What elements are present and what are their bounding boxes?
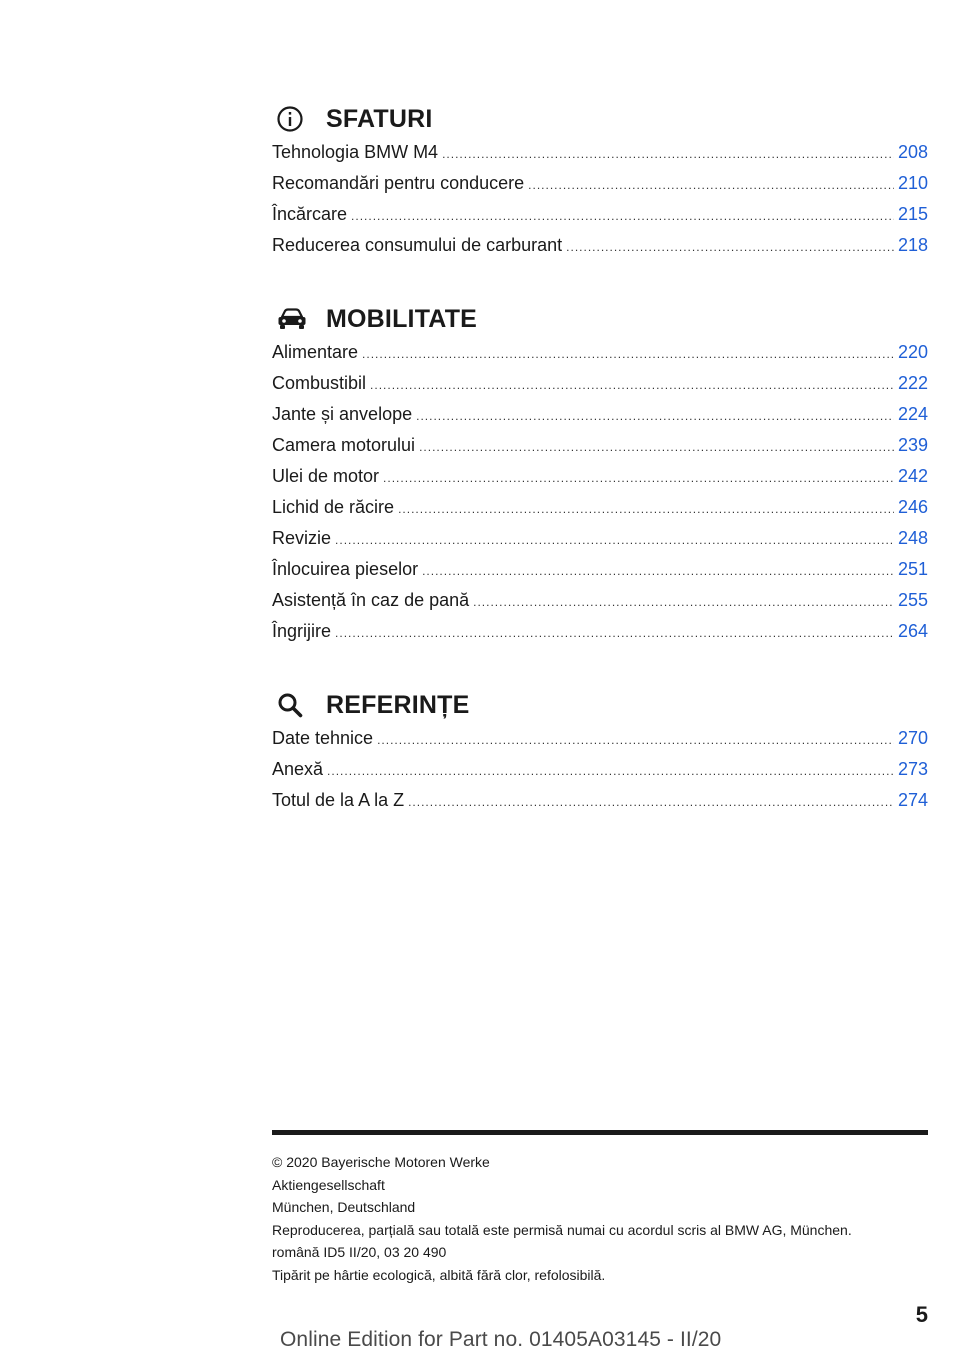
section-title: REFERINȚE: [326, 690, 470, 719]
footer-line: Aktiengesellschaft: [272, 1176, 385, 1193]
dot-leader: [351, 209, 894, 223]
toc-entry[interactable]: [272, 173, 928, 204]
dot-leader: [566, 240, 894, 254]
toc-entry[interactable]: [272, 373, 928, 404]
toc-page-link[interactable]: 255: [897, 590, 928, 610]
toc-entry[interactable]: [272, 235, 928, 266]
toc-page-link[interactable]: 251: [897, 559, 928, 579]
toc-entry-label: Jante și anvelope: [272, 404, 413, 424]
section-entries-referinte: [272, 728, 928, 821]
toc-entry[interactable]: [272, 790, 928, 821]
toc-page-link[interactable]: 273: [897, 759, 928, 779]
footer-line: München, Deutschland: [272, 1199, 416, 1215]
footer-line: © 2020 Bayerische Motoren Werke: [272, 1154, 490, 1170]
page-number: 5: [915, 1302, 928, 1327]
imprint-footer: [272, 1130, 928, 1286]
section-title: SFATURI: [326, 104, 433, 133]
toc-entry-label: Revizie: [272, 528, 332, 548]
dot-leader: [408, 795, 894, 809]
dot-leader: [377, 733, 894, 747]
toc-page-link[interactable]: 215: [897, 204, 928, 224]
toc-page-link[interactable]: 270: [897, 728, 928, 748]
toc-page-link[interactable]: 222: [897, 373, 928, 393]
footer-line: Reproducerea, parțială sau totală este permisă numai cu acordul scris al BMW AG, München.: [272, 1221, 852, 1238]
dot-leader: [419, 440, 894, 454]
dot-leader: [528, 178, 894, 192]
toc-page-link[interactable]: 220: [897, 342, 928, 362]
toc-entry-label: Combustibil: [272, 373, 367, 393]
toc-entry[interactable]: [272, 559, 928, 590]
toc-page-link[interactable]: 218: [897, 235, 928, 255]
toc-entry[interactable]: [272, 404, 928, 435]
toc-entry-label: Totul de la A la Z: [272, 790, 405, 810]
footer-line: română ID5 II/20, 03 20 490: [272, 1244, 447, 1260]
toc-entry-label: Încărcare: [272, 204, 348, 224]
toc-entry-label: Recomandări pentru conducere: [272, 173, 525, 193]
toc-page-link[interactable]: 242: [897, 466, 928, 486]
dot-leader: [473, 595, 894, 609]
dot-leader: [416, 409, 894, 423]
section-header-referinte: [272, 682, 928, 728]
search-icon: [272, 691, 316, 719]
toc-page-link[interactable]: 246: [897, 497, 928, 517]
footer-divider: [272, 1130, 928, 1135]
toc-entry[interactable]: [272, 142, 928, 173]
toc-page-link[interactable]: 224: [897, 404, 928, 424]
toc-entry-label: Îngrijire: [272, 621, 332, 641]
dot-leader: [335, 533, 894, 547]
table-of-contents: [272, 96, 928, 821]
dot-leader: [370, 378, 894, 392]
dot-leader: [362, 347, 894, 361]
watermark: Online Edition for Part no. 01405A03145 - II/20: [280, 1328, 722, 1351]
dot-leader: [398, 502, 894, 516]
toc-page-link[interactable]: 264: [897, 621, 928, 641]
toc-entry-label: Ulei de motor: [272, 466, 380, 486]
toc-entry-label: Înlocuirea pieselor: [272, 559, 419, 579]
toc-entry-label: Tehnologia BMW M4: [272, 142, 439, 162]
dot-leader: [442, 147, 894, 161]
toc-entry[interactable]: [272, 528, 928, 559]
toc-page-link[interactable]: 248: [897, 528, 928, 548]
dot-leader: [383, 471, 894, 485]
toc-entry[interactable]: [272, 759, 928, 790]
footer-line: Tipărit pe hârtie ecologică, albită fără clor, refolosibilă.: [272, 1266, 606, 1283]
toc-entry-label: Camera motorului: [272, 435, 416, 455]
info-icon: [272, 105, 316, 133]
toc-entry[interactable]: [272, 204, 928, 235]
toc-page-link[interactable]: 274: [897, 790, 928, 810]
car-icon: [272, 307, 316, 331]
toc-entry-label: Date tehnice: [272, 728, 374, 748]
toc-entry-label: Anexă: [272, 759, 324, 779]
section-header-sfaturi: [272, 96, 928, 142]
toc-entry[interactable]: [272, 590, 928, 621]
toc-page-link[interactable]: 210: [897, 173, 928, 193]
toc-entry[interactable]: [272, 497, 928, 528]
dot-leader: [422, 564, 894, 578]
toc-entry[interactable]: [272, 435, 928, 466]
dot-leader: [335, 626, 894, 640]
toc-page-link[interactable]: 239: [897, 435, 928, 455]
toc-entry[interactable]: [272, 728, 928, 759]
section-entries-sfaturi: [272, 142, 928, 266]
toc-entry-label: Asistență în caz de pană: [272, 590, 470, 610]
section-header-mobilitate: [272, 296, 928, 342]
dot-leader: [327, 764, 894, 778]
toc-entry[interactable]: [272, 466, 928, 497]
section-entries-mobilitate: [272, 342, 928, 652]
toc-entry[interactable]: [272, 621, 928, 652]
toc-entry[interactable]: [272, 342, 928, 373]
toc-entry-label: Lichid de răcire: [272, 497, 395, 517]
toc-entry-label: Reducerea consumului de carburant: [272, 235, 563, 255]
toc-entry-label: Alimentare: [272, 342, 359, 362]
toc-page-link[interactable]: 208: [897, 142, 928, 162]
section-title: MOBILITATE: [326, 304, 478, 333]
